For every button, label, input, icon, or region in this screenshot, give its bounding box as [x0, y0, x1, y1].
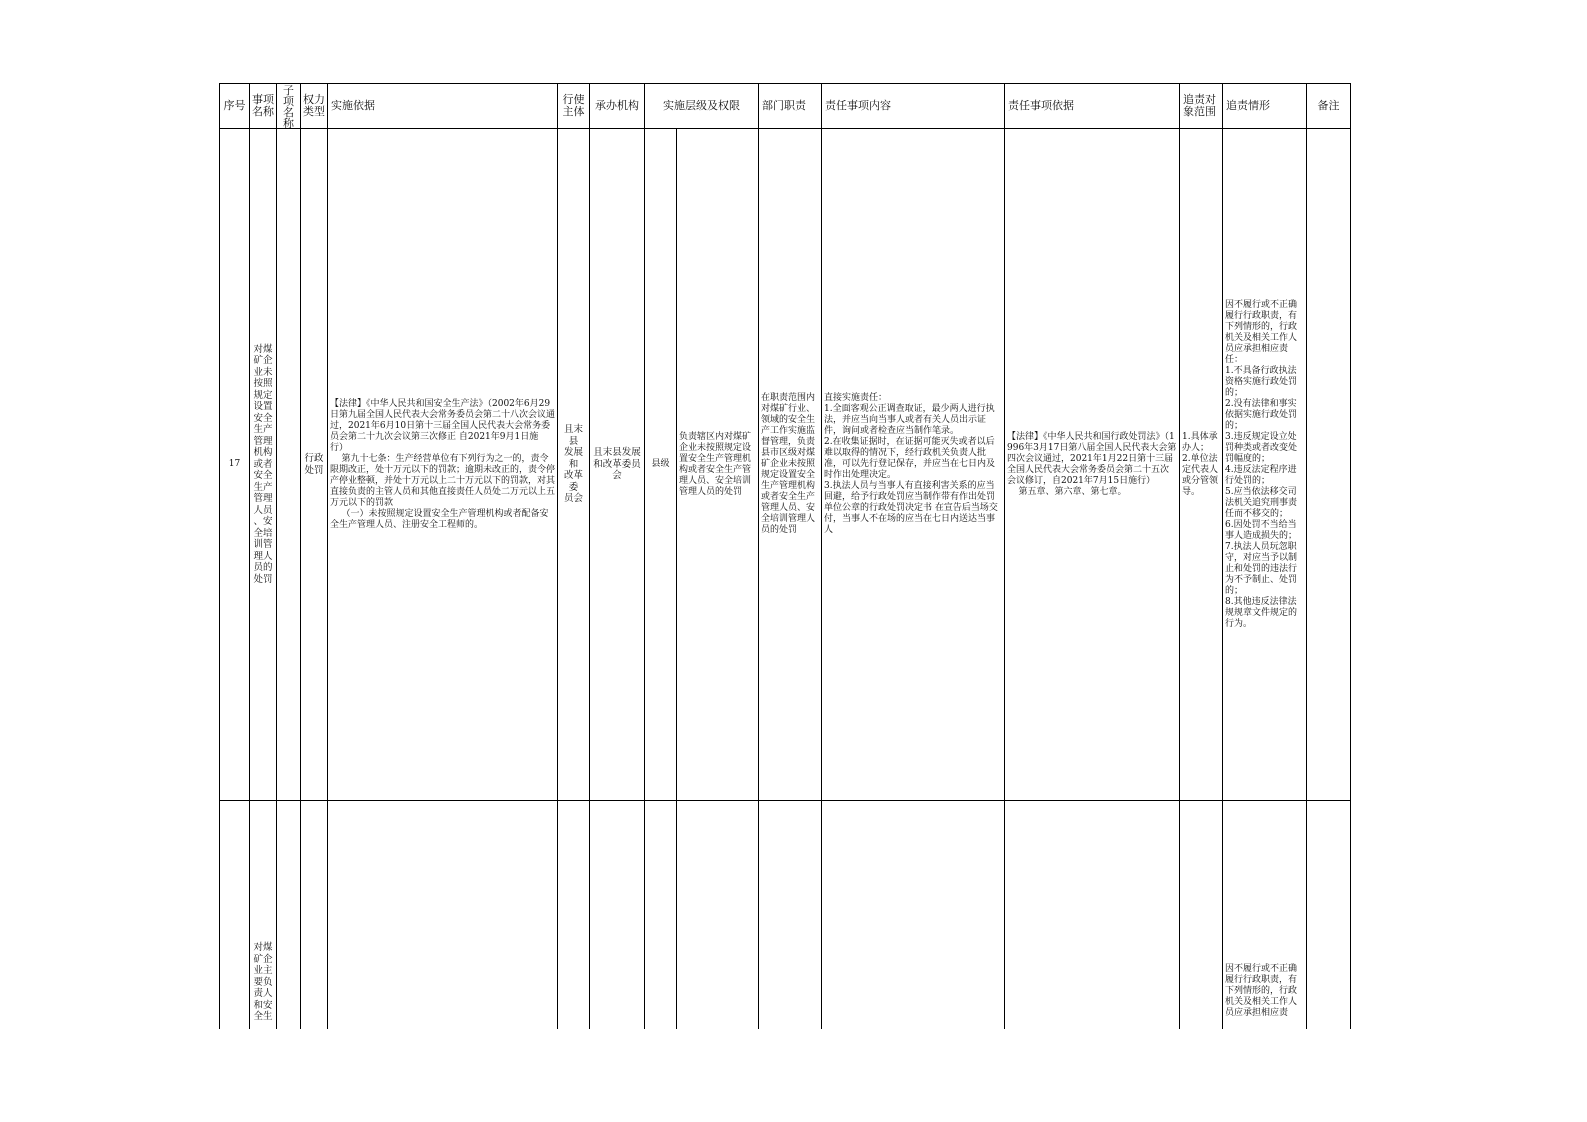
row-sub-item-name: [277, 129, 300, 800]
rights-responsibility-table: [219, 83, 1351, 1029]
row-resp-content: 直接实施责任： 1.全面客观公正调查取证，最少两人进行执法，并应当向当事人或者有关人员出示证件，询问或者检查应当制作笔录。 2.在收集证据时，在证据可能灭失或者以后难以取得的情况下，经行政机关负责人批准，可以先行登记保存，并应当在七日内及时作出处理决定。 3.执法人员与当事人有直接利害关系的应当回避，给予行政处罚应当制作带有作出处罚单位公章的行政处罚决定书 在宣告后当场交付，当事人不在场的应当在七日内送达当事人: [824, 393, 998, 535]
row-basis: 【法律】《中华人民共和国安全生产法》（2002年6月29日第九届全国人民代表大会常务委员会第二十八次会议通过，2021年6月10日第十三届全国人民代表大会常务委员会第二十九次会议第三次修正 自2021年9月1日施行） 第九十七条：生产经营单位有下列行为之一的，责令限期改正，处十万元以下的罚款；逾期未改正的，责令停产停业整顿，并处十万元以上二十万元以下的罚款，对其直接负责的主管人员和其他直接责任人员处二万元以上五万元以下的罚款 （一）未按照规定设置安全生产管理机构或者配备安全生产管理人员、注册安全工程师的。: [330, 398, 556, 530]
row-item-name: 对煤 矿企 业主 要负 责人 和安 全生: [253, 942, 273, 1022]
row-seq: [220, 801, 249, 1029]
row-agency: 且末县发展 和改革委员 会: [593, 447, 641, 482]
row-resp-basis: 【法律】《中华人民共和国行政处罚法》（1996年3月17日第八届全国人民代表大会第四次会议通过，2021年1月22日第十三届全国人民代表大会常务委员会第二十五次会议修订，自2021年7月15日施行） 第五章、第六章、第七章。: [1007, 431, 1177, 497]
header-power-type: 权力 类型: [303, 93, 325, 118]
header-seq: 序号: [223, 99, 246, 112]
row-authority: 负责辖区内对煤矿企业未按照规定设置安全生产管理机构或者安全生产管理人员、安全培训管理人员的处罚: [679, 431, 752, 497]
row-power-type: 行政 处罚: [304, 453, 324, 476]
row-account-case: 因不履行或不正确履行行政职责，有下列情形的，行政机关及相关工作人员应承担相应责任： 1.不具备行政执法资格实施行政处罚的； 2.没有法律和事实依据实施行政处罚的； 3.违反规定设立处罚种类或者改变处罚幅度的； 4.违反法定程序进行处罚的； 5.应当依法移交司法机关追究刑事责任而不移交的； 6.因处罚不当给当事人造成损失的； 7.执法人员玩忽职守，对应当予以制止和处罚的违法行为不予制止、处罚的； 8.其他违反法律法规规章文件规定的行为。: [1225, 299, 1298, 629]
header-sub-item-name: 子 项 名 称: [283, 84, 294, 128]
row-account-case: 因不履行或不正确履行行政职责，有下列情形的，行政机关及相关工作人员应承担相应责: [1225, 964, 1298, 1018]
row-seq: 17: [228, 459, 241, 469]
header-level: 实施层级及权限: [663, 99, 740, 112]
grid-line: [220, 800, 1350, 801]
row-remark: [1307, 129, 1350, 800]
row-level: 县级: [651, 459, 670, 469]
header-agency: 承办机构: [595, 99, 639, 112]
header-duty: 部门职责: [762, 99, 806, 112]
row-subject: 且末县 发展和 改革委 员会: [563, 424, 583, 505]
header-resp-basis: 责任事项依据: [1008, 99, 1074, 112]
row-account-scope: 1.具体承办人； 2.单位法定代表人或分管领导。: [1182, 431, 1219, 497]
header-subject: 行使 主体: [562, 93, 585, 118]
header-remark: 备注: [1317, 99, 1340, 112]
header-basis: 实施依据: [331, 99, 375, 112]
header-item-name: 事项 名称: [252, 93, 274, 118]
row-item-name: 对煤 矿企 业未 按照 规定 设置 安全 生产 管理 机构 或者 安全 生产 管理 人员 、安 全培 训管 理人 员的 处罚: [253, 343, 273, 585]
header-resp-content: 责任事项内容: [825, 99, 891, 112]
row-duty: 在职责范围内对煤矿行业、领域的安全生产工作实施监督管理，负责县市区级对煤矿企业未按照规定设置安全生产管理机构或者安全生产管理人员、安全培训管理人员的处罚: [761, 393, 816, 535]
header-account-scope: 追责对 象范围: [1183, 93, 1216, 118]
header-account-case: 追责情形: [1226, 99, 1270, 112]
